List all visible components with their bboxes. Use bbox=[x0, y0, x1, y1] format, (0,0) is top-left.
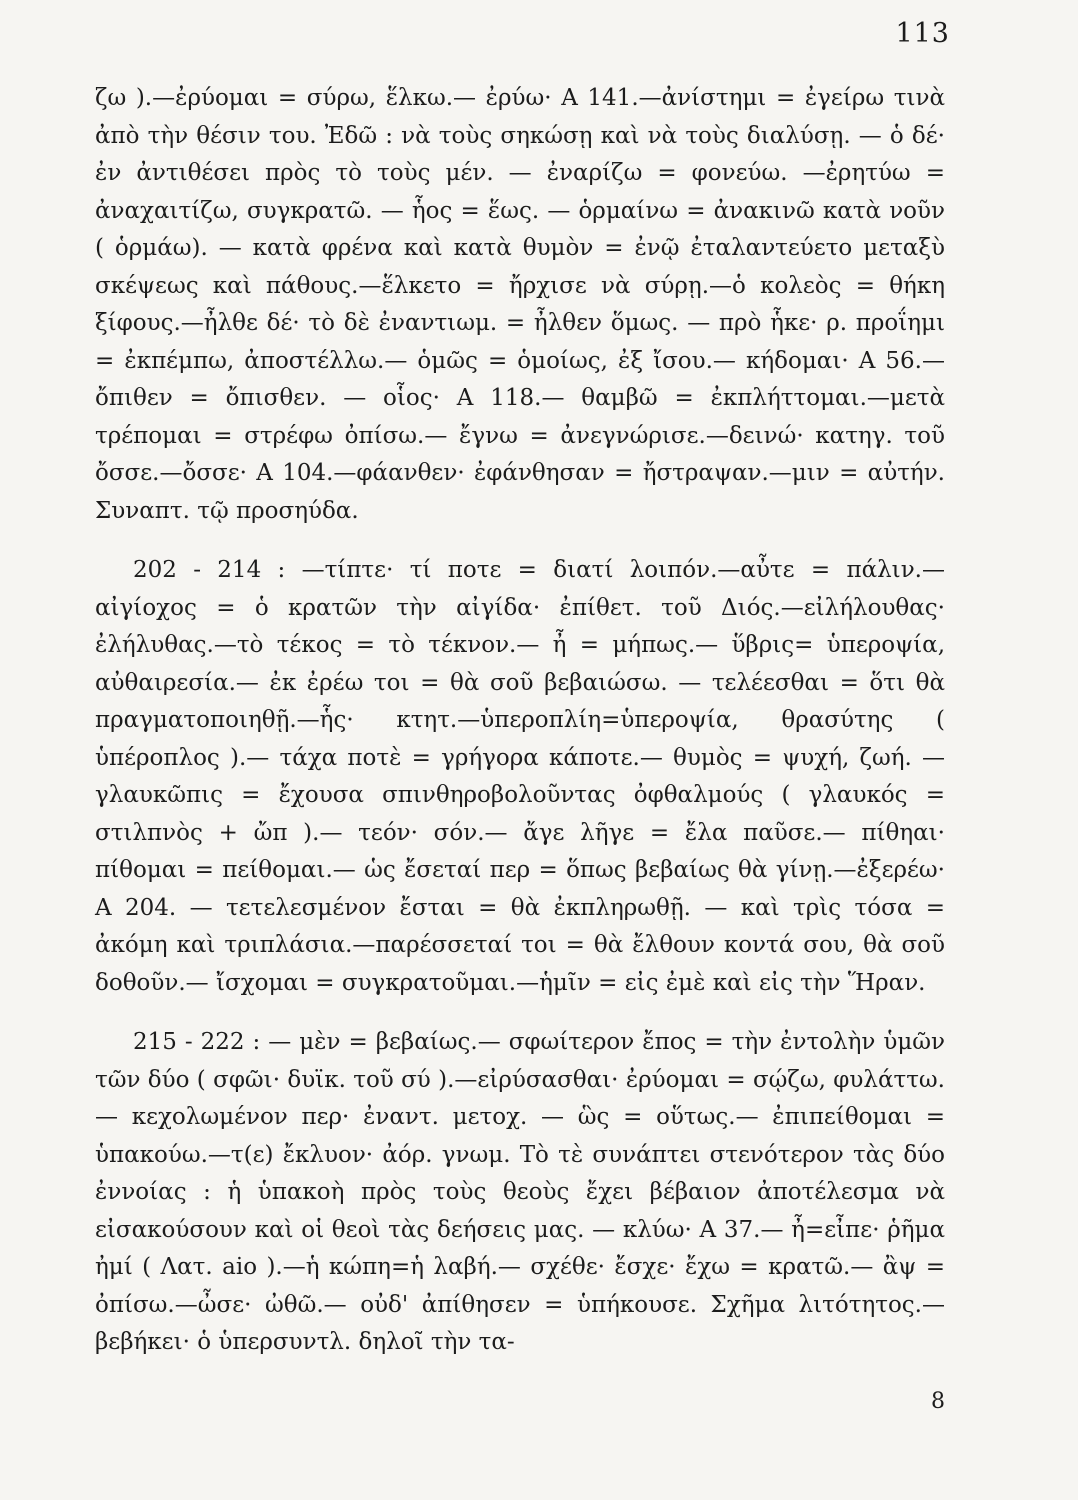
commentary-text bbox=[95, 80, 945, 1362]
page-number: 113 bbox=[895, 18, 950, 49]
commentary-paragraph-202-214: 202 - 214 : —τίπτε· τί ποτε = διατί λοιπόν.—αὖτε = πάλιν.— αἰγίοχος = ὁ κρατῶν τὴν αἰγίδα· ἐπίθετ. τοῦ Διός.—εἰλήλουθας· ἐλήλυθας.—τὸ τέκος = τὸ τέκνον.— ἦ = μήπως.— ὕβρις= ὑπεροψία, αὐθαιρεσία.— ἐκ ἐρέω τοι = θὰ σοῦ βεβαιώσω. — τελέεσθαι = ὅτι θὰ πραγματοποιηθῇ.—ἧς· κτητ.—ὑπεροπλίη=ὑπεροψία, θρασύτης ( ὑπέροπλος ).— τάχα ποτὲ = γρήγορα κάποτε.— θυμὸς = ψυχή, ζωή. — γλαυκῶπις = ἔχουσα σπινθηροβολοῦντας ὀφθαλμούς ( γλαυκός = στιλπνὸς + ὤπ ).— τεόν· σόν.— ἄγε λῆγε = ἔλα παῦσε.— πίθηαι· πίθομαι = πείθομαι.— ὡς ἔσεταί περ = ὅπως βεβαίως θὰ γίνῃ.—ἐξερέω· Α 204. — τετελεσμένον ἔσται = θὰ ἐκπληρωθῇ. — καὶ τρὶς τόσα = ἀκόμη καὶ τριπλάσια.—παρέσσεταί τοι = θὰ ἔλθουν κοντά σου, θὰ σοῦ δοθοῦν.— ἴσχομαι = συγκρατοῦμαι.—ἡμῖν = εἰς ἐμὲ καὶ εἰς τὴν Ἥραν. bbox=[95, 557, 945, 996]
commentary-paragraph: ζω ).—ἐρύομαι = σύρω, ἕλκω.— ἐρύω· Α 141.—ἀνίστημι = ἐγείρω τινὰ ἀπὸ τὴν θέσιν του. Ἐδῶ : νὰ τοὺς σηκώσῃ καὶ νὰ τοὺς διαλύσῃ. — ὁ δέ· ἐν ἀντιθέσει πρὸς τὸ τοὺς μέν. — ἐναρίζω = φονεύω. —ἐρητύω = ἀναχαιτίζω, συγκρατῶ. — ἧος = ἕως. — ὁρμαίνω = ἀνακινῶ κατὰ νοῦν ( ὁρμάω). — κατὰ φρένα καὶ κατὰ θυμὸν = ἐνῷ ἐταλαντεύετο μεταξὺ σκέψεως καὶ πάθους.—ἕλκετο = ἤρχισε νὰ σύρῃ.—ὁ κολεὸς = θήκη ξίφους.—ἦλθε δέ· τὸ δὲ ἐναντιωμ. = ἦλθεν ὅμως. — πρὸ ἧκε· ρ. προΐημι = ἐκπέμπω, ἀποστέλλω.— ὁμῶς = ὁμοίως, ἐξ ἴσου.— κήδομαι· Α 56.— ὄπιθεν = ὄπισθεν. — οἷος· Α 118.— θαμβῶ = ἐκπλήττομαι.—μετὰ τρέπομαι = στρέφω ὀπίσω.— ἔγνω = ἀνεγνώρισε.—δεινώ· κατηγ. τοῦ ὄσσε.—ὄσσε· Α 104.—φάανθεν· ἐφάνθησαν = ἤστραψαν.—μιν = αὐτήν. Συναπτ. τῷ προσηύδα. bbox=[95, 85, 945, 524]
commentary-paragraph-215-222: 215 - 222 : — μὲν = βεβαίως.— σφωίτερον ἔπος = τὴν ἐντολὴν ὑμῶν τῶν δύο ( σφῶι· δυϊκ. τοῦ σύ ).—εἰρύσασθαι· ἐρύομαι = σῴζω, φυλάττω.— κεχολωμένον περ· ἐναντ. μετοχ. — ὣς = οὕτως.— ἐπιπείθομαι = ὑπακούω.—τ(ε) ἔκλυον· ἀόρ. γνωμ. Τὸ τὲ συνάπτει στενότερον τὰς δύο ἐννοίας : ἡ ὑπακοὴ πρὸς τοὺς θεοὺς ἔχει βέβαιον ἀποτέλεσμα νὰ εἰσακούσουν καὶ οἱ θεοὶ τὰς δεήσεις μας. — κλύω· Α 37.— ἦ=εἶπε· ῥῆμα ἠμί ( Λατ. aio ).—ἡ κώπη=ἡ λαβή.— σχέθε· ἔσχε· ἔχω = κρατῶ.— ἂψ = ὀπίσω.—ὦσε· ὠθῶ.— οὐδ' ἀπίθησεν = ὑπήκουσε. Σχῆμα λιτότητος.— βεβήκει· ὁ ὑπερσυντλ. δηλοῖ τὴν τα- bbox=[95, 1029, 945, 1355]
printer-signature-mark: 8 bbox=[931, 1389, 945, 1414]
